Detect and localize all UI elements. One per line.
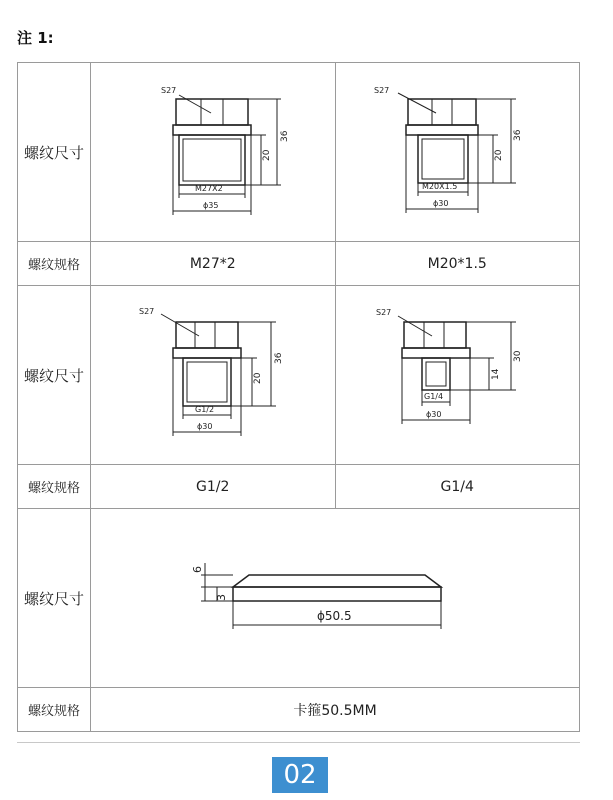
- drawing-g14: [336, 286, 580, 460]
- row-label-size: 螺纹尺寸: [18, 509, 91, 688]
- row-label-spec: 螺纹规格: [18, 242, 91, 286]
- label-thread: G1/2: [195, 405, 215, 414]
- spec-m20: M20*1.5: [335, 242, 580, 286]
- label-hex: S27: [375, 308, 391, 317]
- row-label-spec: 螺纹规格: [18, 688, 91, 732]
- table-row: [18, 242, 580, 286]
- label-height: 36: [280, 130, 290, 142]
- label-dia: ϕ30: [425, 410, 441, 419]
- page-number: 02: [272, 757, 328, 793]
- label-dia: ϕ30: [197, 422, 213, 431]
- table-row: [18, 688, 580, 732]
- label-thread: G1/4: [423, 392, 443, 401]
- row-label-spec: 螺纹规格: [18, 465, 91, 509]
- spec-table: [17, 62, 580, 732]
- table-row: [18, 509, 580, 688]
- table-row: [18, 465, 580, 509]
- label-hex: S27: [139, 307, 155, 316]
- spec-clamp: 卡箍50.5MM: [91, 688, 580, 732]
- drawing-m20: [336, 63, 580, 237]
- spec-g12: G1/2: [91, 465, 336, 509]
- label-height: 30: [512, 350, 523, 362]
- drawing-clamp: [91, 509, 579, 683]
- label-plate-height: 3: [215, 594, 228, 601]
- label-hex: S27: [161, 86, 177, 95]
- label-height: 36: [512, 129, 523, 141]
- label-thread-len: 20: [253, 372, 263, 384]
- label-thread: M20X1.5: [421, 182, 457, 191]
- label-dia: ϕ30: [432, 199, 448, 208]
- drawing-cell-clamp: [91, 509, 580, 688]
- table-row: [18, 286, 580, 465]
- label-thread-len: 20: [493, 149, 504, 161]
- spec-g14: G1/4: [335, 465, 580, 509]
- label-thread-len: 14: [490, 368, 501, 380]
- row-label-size: 螺纹尺寸: [18, 63, 91, 242]
- drawing-g12: [91, 286, 335, 460]
- footer-divider: [17, 742, 580, 743]
- label-thread: M27X2: [195, 184, 223, 193]
- drawing-cell-m20: [335, 63, 580, 242]
- spec-m27: M27*2: [91, 242, 336, 286]
- label-dia: ϕ35: [203, 201, 219, 210]
- label-hex: S27: [373, 86, 389, 95]
- table-row: [18, 63, 580, 242]
- drawing-cell-g14: [335, 286, 580, 465]
- row-label-size: 螺纹尺寸: [18, 286, 91, 465]
- label-height: 36: [274, 352, 284, 364]
- label-thread-len: 20: [262, 149, 272, 161]
- drawing-cell-g12: [91, 286, 336, 465]
- drawing-m27: [91, 63, 335, 237]
- label-dia: ϕ50.5: [317, 609, 352, 623]
- label-total-height: 6: [191, 566, 204, 573]
- note-title: 注 1:: [17, 29, 54, 47]
- drawing-cell-m27: [91, 63, 336, 242]
